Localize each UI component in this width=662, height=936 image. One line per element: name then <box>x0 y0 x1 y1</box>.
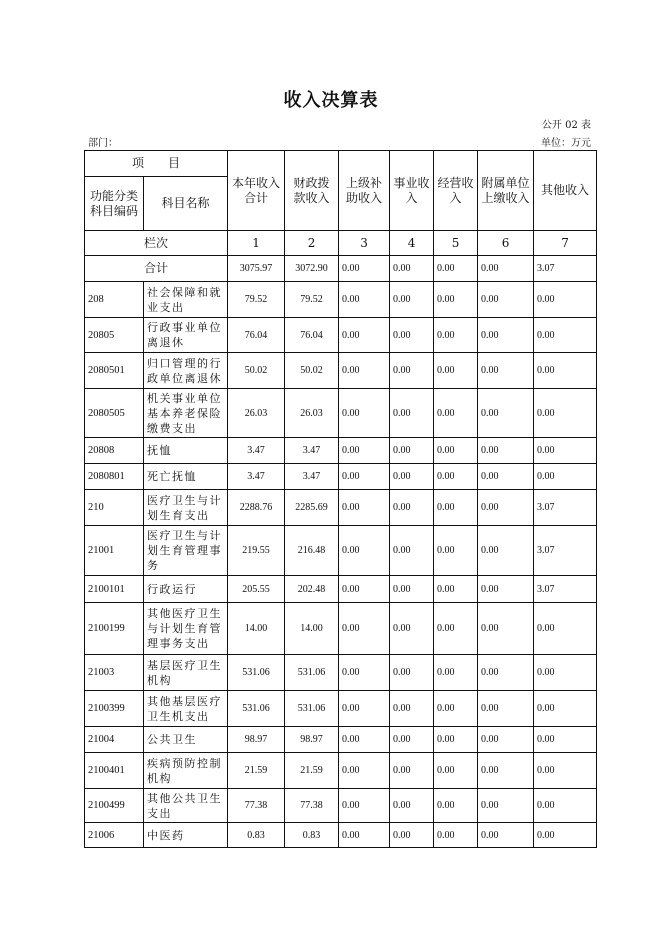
income-value: 14.00 <box>228 603 285 655</box>
subject-name: 归口管理的行政单位离退休 <box>144 353 228 389</box>
column-index: 5 <box>434 231 478 256</box>
subject-name: 其他医疗卫生与计划生育管理事务支出 <box>144 603 228 655</box>
subject-code: 21001 <box>85 526 144 576</box>
unit-label: 单位：万元 <box>541 138 591 149</box>
income-value: 0.00 <box>390 603 434 655</box>
income-value: 26.03 <box>228 389 285 438</box>
income-value: 26.03 <box>285 389 339 438</box>
income-value: 0.00 <box>434 655 478 691</box>
income-value: 0.00 <box>478 655 534 691</box>
table-row <box>85 490 597 526</box>
income-value: 0.00 <box>478 490 534 526</box>
table-row <box>85 526 597 576</box>
income-value: 3.47 <box>285 438 339 464</box>
income-value: 0.00 <box>390 526 434 576</box>
subject-code: 208 <box>85 282 144 318</box>
item-group-header: 项 目 <box>85 151 228 177</box>
total-value: 3.07 <box>534 256 597 282</box>
total-value: 0.00 <box>434 256 478 282</box>
income-value: 0.00 <box>390 464 434 490</box>
column-index: 7 <box>534 231 597 256</box>
subject-code: 20808 <box>85 438 144 464</box>
income-value: 77.38 <box>285 789 339 823</box>
subject-name: 其他公共卫生支出 <box>144 789 228 823</box>
table-row <box>85 655 597 691</box>
subject-name: 其他基层医疗卫生机支出 <box>144 691 228 727</box>
income-value: 77.38 <box>228 789 285 823</box>
income-value: 2288.76 <box>228 490 285 526</box>
income-value: 0.00 <box>339 282 390 318</box>
income-value: 21.59 <box>228 753 285 789</box>
income-value: 0.00 <box>434 753 478 789</box>
subject-code: 21003 <box>85 655 144 691</box>
subject-name: 医疗卫生与计划生育管理事务 <box>144 526 228 576</box>
income-value: 0.00 <box>390 691 434 727</box>
income-value: 50.02 <box>285 353 339 389</box>
income-value: 0.00 <box>390 753 434 789</box>
income-value: 0.00 <box>390 353 434 389</box>
income-value: 0.00 <box>339 691 390 727</box>
income-value: 0.00 <box>478 789 534 823</box>
income-value: 3.47 <box>228 464 285 490</box>
income-value: 0.00 <box>478 464 534 490</box>
income-value: 0.00 <box>478 438 534 464</box>
income-value: 0.00 <box>534 389 597 438</box>
subject-code: 2100101 <box>85 576 144 603</box>
income-value: 0.00 <box>434 691 478 727</box>
table-row <box>85 464 597 490</box>
income-value: 0.00 <box>478 282 534 318</box>
income-value: 0.00 <box>434 789 478 823</box>
income-value: 0.00 <box>434 727 478 753</box>
income-value: 0.00 <box>390 282 434 318</box>
income-value: 0.00 <box>434 526 478 576</box>
table-row <box>85 691 597 727</box>
column-index: 1 <box>228 231 285 256</box>
column-index-label: 栏次 <box>85 231 228 256</box>
subject-name: 公共卫生 <box>144 727 228 753</box>
income-value: 0.00 <box>339 603 390 655</box>
total-value: 0.00 <box>390 256 434 282</box>
subject-code: 21004 <box>85 727 144 753</box>
income-value: 202.48 <box>285 576 339 603</box>
income-value: 3.07 <box>534 526 597 576</box>
income-value: 0.00 <box>390 389 434 438</box>
subject-name: 中医药 <box>144 823 228 848</box>
subject-code: 2100199 <box>85 603 144 655</box>
subject-name: 社会保障和就业支出 <box>144 282 228 318</box>
income-value: 79.52 <box>285 282 339 318</box>
income-value: 0.00 <box>534 438 597 464</box>
income-value: 0.00 <box>339 318 390 353</box>
column-index: 2 <box>285 231 339 256</box>
income-value: 531.06 <box>228 691 285 727</box>
subject-name: 行政运行 <box>144 576 228 603</box>
income-value: 0.00 <box>534 691 597 727</box>
income-value: 0.00 <box>339 490 390 526</box>
column-header: 经营收入 <box>434 151 478 231</box>
column-header: 财政拨款收入 <box>285 151 339 231</box>
income-value: 0.00 <box>478 727 534 753</box>
table-row <box>85 576 597 603</box>
table-row <box>85 603 597 655</box>
income-value: 21.59 <box>285 753 339 789</box>
income-value: 0.00 <box>534 823 597 848</box>
subject-code: 2100401 <box>85 753 144 789</box>
total-value: 0.00 <box>478 256 534 282</box>
subject-code: 2080501 <box>85 353 144 389</box>
column-header: 其他收入 <box>534 151 597 231</box>
income-value: 0.00 <box>390 789 434 823</box>
income-value: 0.00 <box>478 691 534 727</box>
income-value: 0.83 <box>285 823 339 848</box>
income-value: 0.00 <box>434 353 478 389</box>
subject-name: 机关事业单位基本养老保险缴费支出 <box>144 389 228 438</box>
income-value: 0.00 <box>478 576 534 603</box>
column-header: 事业收入 <box>390 151 434 231</box>
subject-name: 疾病预防控制机构 <box>144 753 228 789</box>
income-value: 0.00 <box>434 576 478 603</box>
income-value: 3.07 <box>534 576 597 603</box>
income-value: 50.02 <box>228 353 285 389</box>
table-row <box>85 389 597 438</box>
column-header: 上级补助收入 <box>339 151 390 231</box>
subject-name: 死亡抚恤 <box>144 464 228 490</box>
income-value: 0.00 <box>390 438 434 464</box>
total-value: 0.00 <box>339 256 390 282</box>
subject-name: 基层医疗卫生机构 <box>144 655 228 691</box>
income-value: 0.00 <box>478 753 534 789</box>
table-row <box>85 753 597 789</box>
total-row <box>85 256 597 282</box>
income-value: 0.00 <box>434 464 478 490</box>
income-value: 2285.69 <box>285 490 339 526</box>
income-value: 0.00 <box>339 823 390 848</box>
income-value: 0.00 <box>534 789 597 823</box>
column-index: 4 <box>390 231 434 256</box>
table-row <box>85 727 597 753</box>
department-label: 部门： <box>88 138 118 149</box>
income-value: 0.00 <box>434 823 478 848</box>
name-column-header: 科目名称 <box>144 177 228 231</box>
income-value: 0.00 <box>434 603 478 655</box>
income-value: 0.00 <box>434 389 478 438</box>
subject-code: 210 <box>85 490 144 526</box>
income-value: 531.06 <box>228 655 285 691</box>
income-value: 531.06 <box>285 655 339 691</box>
subject-code: 2100399 <box>85 691 144 727</box>
table-row <box>85 318 597 353</box>
income-value: 216.48 <box>285 526 339 576</box>
income-value: 0.00 <box>390 823 434 848</box>
income-value: 0.00 <box>478 318 534 353</box>
column-header: 本年收入合计 <box>228 151 285 231</box>
income-value: 0.00 <box>534 727 597 753</box>
income-value: 0.00 <box>339 464 390 490</box>
income-value: 0.00 <box>534 353 597 389</box>
income-value: 0.00 <box>390 655 434 691</box>
income-value: 219.55 <box>228 526 285 576</box>
income-value: 0.00 <box>478 389 534 438</box>
income-value: 0.00 <box>339 753 390 789</box>
income-value: 0.00 <box>534 753 597 789</box>
income-value: 0.00 <box>478 526 534 576</box>
subject-code: 2080505 <box>85 389 144 438</box>
income-value: 0.00 <box>339 789 390 823</box>
subject-name: 医疗卫生与计划生育支出 <box>144 490 228 526</box>
income-value: 0.00 <box>534 603 597 655</box>
income-value: 0.00 <box>534 464 597 490</box>
income-value: 0.00 <box>339 526 390 576</box>
subject-code: 20805 <box>85 318 144 353</box>
income-value: 76.04 <box>285 318 339 353</box>
income-value: 0.00 <box>339 727 390 753</box>
income-value: 0.00 <box>434 282 478 318</box>
income-value: 98.97 <box>285 727 339 753</box>
subject-name: 抚恤 <box>144 438 228 464</box>
column-header: 附属单位上缴收入 <box>478 151 534 231</box>
income-report-table <box>84 150 597 848</box>
income-value: 0.00 <box>339 576 390 603</box>
table-row <box>85 789 597 823</box>
income-value: 76.04 <box>228 318 285 353</box>
subject-code: 2080801 <box>85 464 144 490</box>
income-value: 0.00 <box>478 603 534 655</box>
income-value: 0.00 <box>390 490 434 526</box>
income-value: 3.07 <box>534 490 597 526</box>
income-value: 98.97 <box>228 727 285 753</box>
income-value: 0.00 <box>478 353 534 389</box>
income-value: 14.00 <box>285 603 339 655</box>
total-label: 合计 <box>85 256 228 282</box>
document-title: 收入决算表 <box>283 90 379 111</box>
income-value: 0.83 <box>228 823 285 848</box>
table-row <box>85 823 597 848</box>
income-value: 0.00 <box>390 318 434 353</box>
total-value: 3072.90 <box>285 256 339 282</box>
income-value: 531.06 <box>285 691 339 727</box>
column-index: 6 <box>478 231 534 256</box>
income-value: 0.00 <box>434 490 478 526</box>
income-value: 0.00 <box>339 389 390 438</box>
income-value: 0.00 <box>339 655 390 691</box>
income-value: 205.55 <box>228 576 285 603</box>
income-value: 0.00 <box>390 576 434 603</box>
income-value: 79.52 <box>228 282 285 318</box>
income-value: 0.00 <box>534 282 597 318</box>
column-index: 3 <box>339 231 390 256</box>
income-value: 0.00 <box>339 353 390 389</box>
income-value: 0.00 <box>534 318 597 353</box>
form-number: 公开 02 表 <box>541 120 591 131</box>
income-value: 0.00 <box>434 438 478 464</box>
income-value: 0.00 <box>478 823 534 848</box>
income-value: 0.00 <box>390 727 434 753</box>
income-value: 0.00 <box>534 655 597 691</box>
code-column-header: 功能分类科目编码 <box>85 177 144 231</box>
table-row <box>85 353 597 389</box>
total-value: 3075.97 <box>228 256 285 282</box>
subject-code: 2100499 <box>85 789 144 823</box>
income-value: 3.47 <box>285 464 339 490</box>
table-row <box>85 282 597 318</box>
subject-name: 行政事业单位离退休 <box>144 318 228 353</box>
income-value: 0.00 <box>339 438 390 464</box>
subject-code: 21006 <box>85 823 144 848</box>
income-value: 0.00 <box>434 318 478 353</box>
income-value: 3.47 <box>228 438 285 464</box>
table-row <box>85 438 597 464</box>
